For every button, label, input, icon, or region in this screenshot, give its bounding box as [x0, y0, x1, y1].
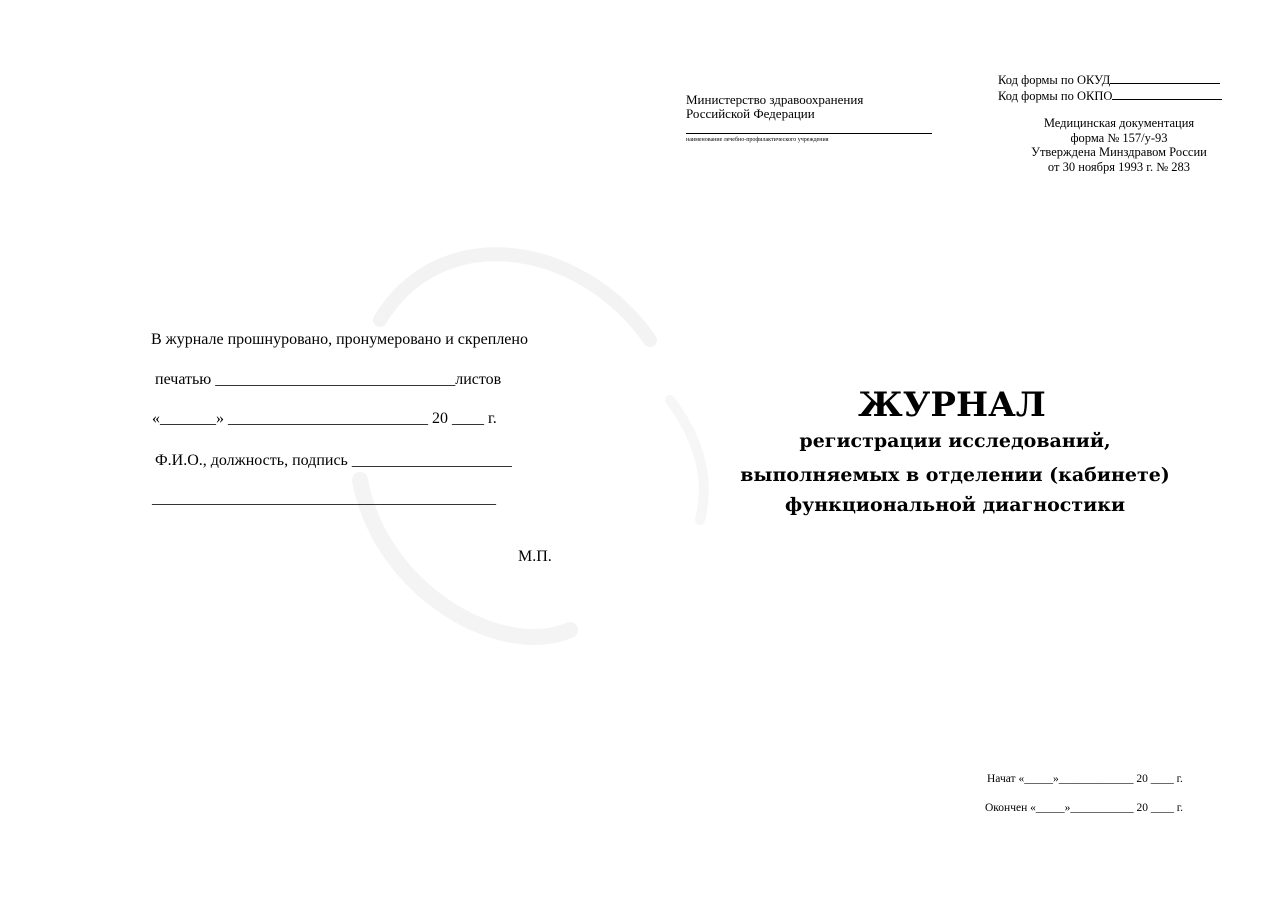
seal-sheets-line: печатью ______________________________листов [155, 371, 502, 388]
okpo-code-field [1112, 87, 1222, 100]
approval-line-form-number: форма № 157/у-93 [1070, 130, 1168, 145]
approval-block [1009, 116, 1229, 174]
okud-code-field [1110, 71, 1220, 84]
journal-subtitle-line-2: выполняемых в отделении (кабинете) [740, 464, 1170, 486]
ministry-name: Министерство здравоохранения [686, 92, 864, 107]
okud-code-row [998, 71, 1220, 87]
institution-name-rule [686, 133, 932, 134]
date-line: «_______» _________________________ 20 ____ г. [152, 410, 497, 427]
finished-date-line: Окончен «_____»___________ 20 ____ г. [985, 802, 1184, 814]
stitched-statement: В журнале прошнуровано, пронумеровано и скреплено [151, 331, 528, 348]
approval-line-date: от 30 ноября 1993 г. № 283 [1047, 159, 1191, 174]
journal-title: ЖУРНАЛ [858, 385, 1046, 425]
approval-line-doc-type: Медицинская документация [1043, 116, 1195, 130]
blank-line: ___________________________________________ [152, 490, 496, 507]
started-date-line: Начат «_____»_____________ 20 ____ г. [987, 773, 1183, 785]
approval-line-approved-by: Утверждена Минздравом России [1031, 145, 1207, 159]
okud-code-label: Код формы по ОКУД [998, 73, 1111, 87]
signature-line: Ф.И.О., должность, подпись ____________________ [155, 452, 512, 469]
institution-name-caption: наименование лечебно-профилактического учреждения [686, 137, 829, 143]
journal-subtitle-line-1: регистрации исследований, [799, 430, 1111, 452]
okpo-code-row [998, 87, 1222, 103]
ministry-country: Российской Федерации [686, 106, 815, 121]
stamp-place-label: М.П. [518, 548, 552, 565]
okpo-code-label: Код формы по ОКПО [998, 89, 1113, 103]
journal-subtitle-line-3: функциональной диагностики [784, 494, 1126, 516]
